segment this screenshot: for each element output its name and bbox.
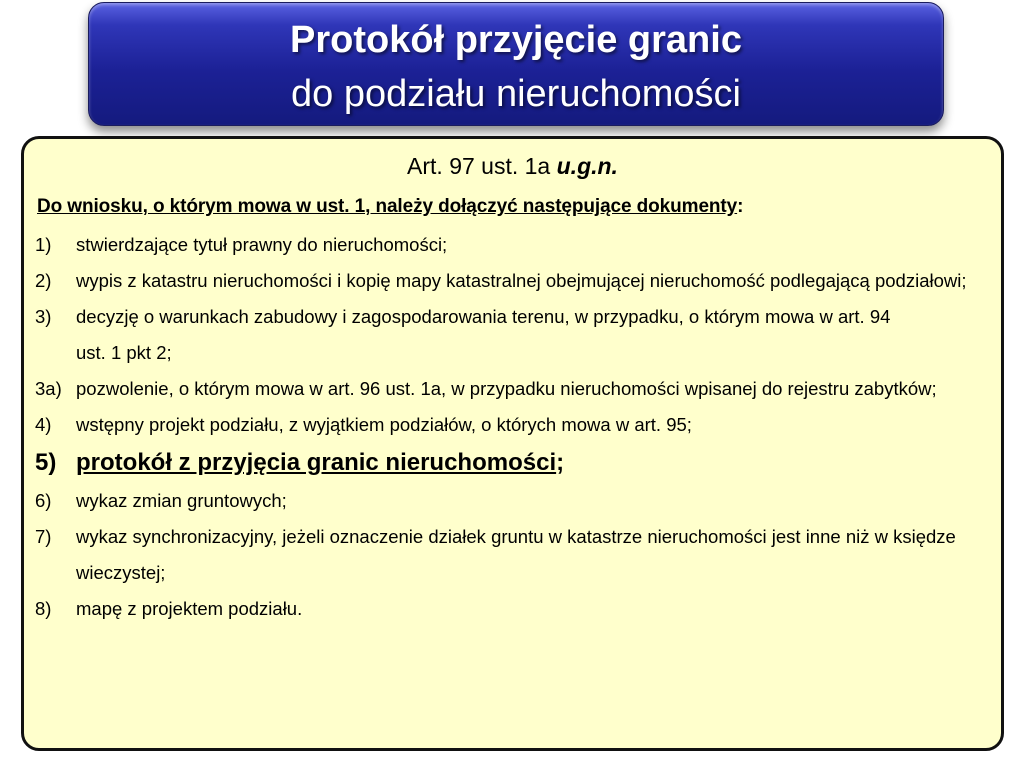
- article-reference: Art. 97 ust. 1a: [407, 153, 551, 179]
- act-abbreviation: u.g.n.: [556, 153, 618, 179]
- list-item: [24, 483, 1001, 519]
- list-item-number: 4): [35, 414, 52, 435]
- intro-colon: :: [737, 196, 744, 217]
- list-item-text: stwierdzające tytuł prawny do nieruchomości;: [76, 234, 448, 255]
- list-item-suffix: ;: [556, 449, 565, 476]
- list-item-number: 7): [35, 526, 52, 547]
- list-item-number: 6): [35, 490, 52, 511]
- list-item-text: pozwolenie, o którym mowa w art. 96 ust. 1a, w przypadku nieruchomości wpisanej do rejestru zabytków;: [76, 378, 937, 399]
- list-item: [24, 407, 1001, 443]
- list-item: [24, 263, 1001, 299]
- list-item-number: 2): [35, 270, 52, 291]
- list-item: [24, 227, 1001, 263]
- list-item-text: wypis z katastru nieruchomości i kopię mapy katastralnej obejmującej nieruchomość podlegającą podziałowi;: [76, 270, 967, 291]
- list-item-text: mapę z projektem podziału.: [76, 598, 303, 619]
- intro-text: [37, 193, 743, 221]
- title-banner: [88, 2, 944, 126]
- content-box: [21, 136, 1004, 751]
- list-item-number: 5): [35, 449, 57, 476]
- list-item-text: wykaz synchronizacyjny, jeżeli oznaczenie działek gruntu w katastrze nieruchomości jest inne niż w księdze wieczystej;: [76, 526, 956, 583]
- list-item: [24, 519, 1001, 591]
- list-item-number: 1): [35, 234, 52, 255]
- list-item: [24, 299, 1001, 371]
- list-item-number: 3a): [35, 378, 62, 399]
- list-item-text: protokół z przyjęcia granic nieruchomości: [76, 449, 557, 476]
- list-item-highlighted: [24, 443, 1001, 483]
- list-item-text: wstępny projekt podziału, z wyjątkiem podziałów, o których mowa w art. 95;: [76, 414, 692, 435]
- list-item: [24, 591, 1001, 627]
- article-heading: [24, 151, 1001, 181]
- list-item-number: 3): [35, 306, 52, 327]
- document-list: [24, 227, 1001, 627]
- list-item: [24, 371, 1001, 407]
- list-item-text: decyzję o warunkach zabudowy i zagospodarowania terenu, w przypadku, o którym mowa w art. 94 ust. 1 pkt 2;: [76, 306, 891, 363]
- title-line-1: Protokół przyjęcie granic: [290, 19, 742, 61]
- list-item-number: 8): [35, 598, 52, 619]
- title-line-2: do podziału nieruchomości: [291, 73, 741, 115]
- intro-underlined: Do wniosku, o którym mowa w ust. 1, należy dołączyć następujące dokumenty: [37, 196, 738, 217]
- list-item-text: wykaz zmian gruntowych;: [76, 490, 287, 511]
